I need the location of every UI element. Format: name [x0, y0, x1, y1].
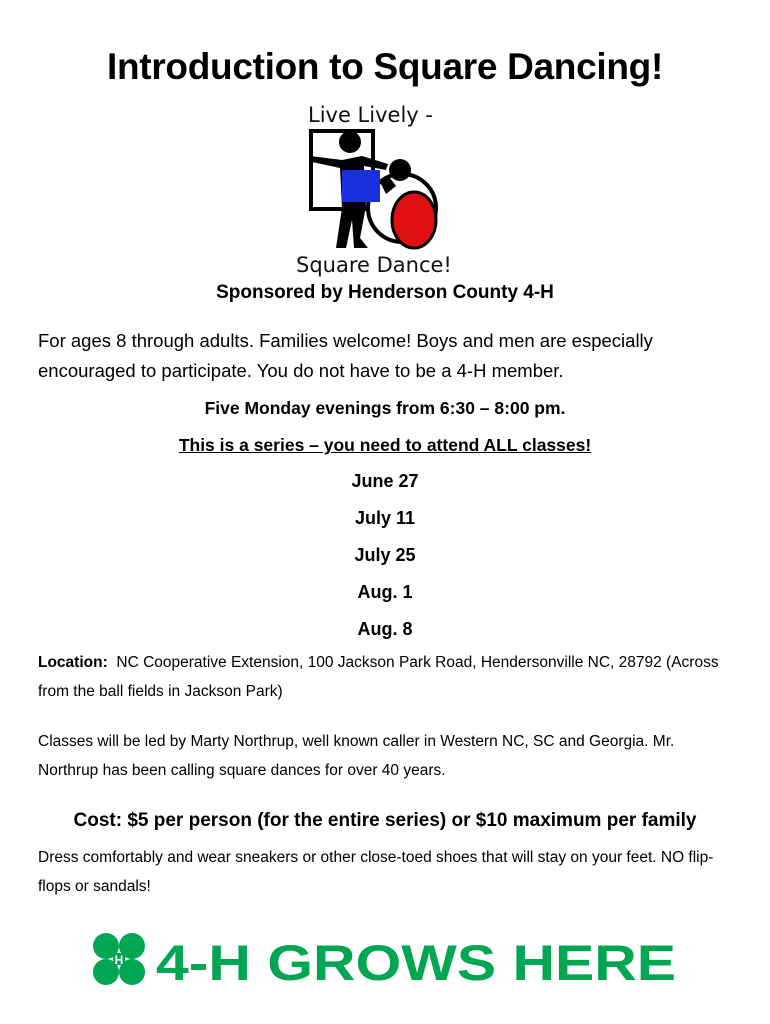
svg-text:H: H [114, 953, 124, 967]
sponsor-line: Sponsored by Henderson County 4-H [216, 282, 554, 303]
page-title: Introduction to Square Dancing! [107, 46, 663, 87]
date-item: July 25 [354, 545, 416, 565]
dress-paragraph: Dress comfortably and wear sneakers or other close-toed shoes that will stay on your feet. NO flip-flops or sandals! [38, 849, 714, 895]
clover-icon [93, 933, 145, 985]
logo-bottom-text: Square Dance! [296, 253, 452, 277]
instructor-paragraph: Classes will be led by Marty Northrup, well known caller in Western NC, SC and Georgia. Mr. Northrup has been calling square dances for over 40 years. [38, 733, 675, 779]
location-block [38, 648, 738, 706]
series-note-wrap [0, 435, 770, 456]
date-item: July 11 [354, 508, 416, 528]
footer-slogan: 4-H GROWS HERE [156, 935, 676, 991]
location-label: Location: [38, 654, 108, 671]
location-text: NC Cooperative Extension, 100 Jackson Park Road, Hendersonville NC, 28792 (Across from the ball fields in Jackson Park) [38, 654, 719, 700]
4h-grows-here-banner [88, 928, 688, 994]
date-item: June 27 [351, 471, 419, 491]
cost-line: Cost: $5 per person (for the entire series) or $10 maximum per family [73, 810, 697, 831]
schedule-line: Five Monday evenings from 6:30 – 8:00 pm. [204, 398, 566, 418]
intro-paragraph: For ages 8 through adults. Families welcome! Boys and men are especially encouraged to participate. You do not have to be a 4-H member. [38, 330, 653, 381]
series-note: This is a series – you need to attend ALL classes! [178, 435, 592, 455]
logo-top-text: Live Lively - [308, 103, 433, 127]
date-item: Aug. 8 [357, 619, 413, 639]
date-item: Aug. 1 [357, 582, 413, 602]
square-dance-logo [290, 98, 460, 278]
